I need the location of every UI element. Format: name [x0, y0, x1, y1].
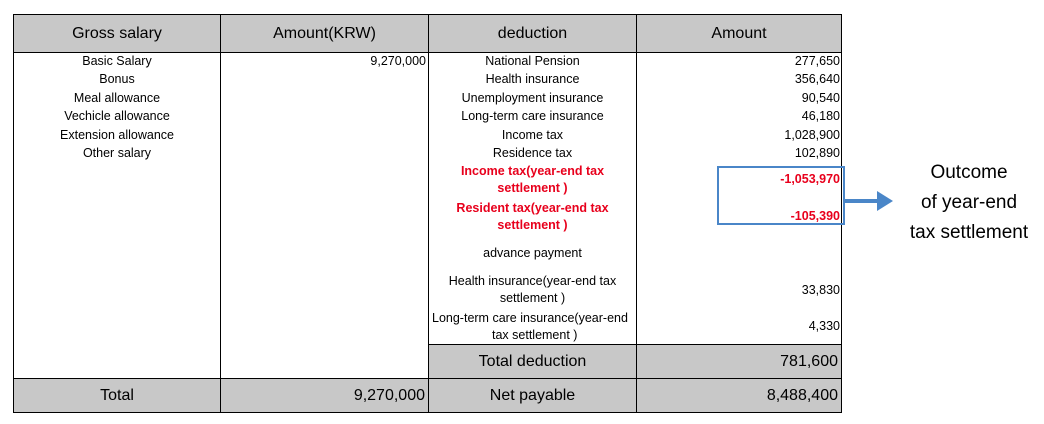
net-payable-amount-cell: [637, 379, 841, 412]
header-gross-salary: [14, 15, 220, 52]
annotation-line3: tax settlement: [909, 222, 1029, 243]
deduction-label: Health insurance: [485, 72, 580, 87]
deduction-amounts-column: [637, 52, 840, 162]
gross-item: Basic Salary: [82, 54, 152, 68]
health-insurance-settlement-line1: Health insurance(year-end tax: [448, 274, 617, 288]
deduction-amount: 46,180: [801, 109, 840, 124]
total-deduction-label-cell: [429, 345, 636, 378]
annotation-line1: Outcome: [930, 162, 1008, 183]
income-tax-year-end-line1: Income tax(year-end tax: [460, 164, 605, 178]
deduction-label: National Pension: [485, 54, 580, 68]
gross-item: Meal allowance: [73, 90, 161, 105]
income-tax-year-end-amount: -1,053,970: [780, 172, 840, 186]
deduction-labels-column: [429, 52, 636, 162]
resident-tax-year-end-label: [429, 200, 636, 234]
long-term-care-settlement-label: [429, 310, 654, 344]
long-term-care-settlement-amount: 4,330: [808, 319, 840, 333]
total-deduction-label: Total deduction: [478, 352, 587, 370]
income-tax-year-end-label: [429, 163, 636, 197]
header-amount: [637, 15, 841, 52]
net-payable-label: Net payable: [489, 386, 576, 404]
gross-items-column: [14, 52, 220, 162]
deduction-label: Income tax: [501, 127, 564, 142]
gross-amounts-column: [221, 52, 426, 70]
year-end-highlight-box: [717, 166, 845, 225]
advance-payment-label: advance payment: [483, 246, 582, 260]
deduction-amount: 1,028,900: [784, 127, 840, 142]
deduction-label: Residence tax: [492, 145, 573, 160]
gross-item: Bonus: [99, 72, 135, 87]
header-amount-krw-text: Amount(KRW): [273, 24, 376, 42]
total-label: Total: [100, 386, 134, 404]
header-gross-salary-text: Gross salary: [72, 24, 162, 42]
net-payable-amount: 8,488,400: [766, 386, 838, 404]
total-amount-cell: [221, 379, 428, 412]
resident-tax-year-end-amount: -105,390: [790, 209, 840, 223]
total-amount: 9,270,000: [353, 386, 425, 404]
total-deduction-amount: 781,600: [780, 352, 838, 370]
header-amount-text: Amount: [711, 24, 767, 42]
gross-item: Other salary: [82, 145, 152, 160]
long-term-care-settlement-line1: Long-term care insurance(year-end: [432, 311, 628, 325]
header-amount-krw: [221, 15, 428, 52]
header-deduction-text: deduction: [497, 24, 568, 42]
net-payable-label-cell: [429, 379, 636, 412]
health-insurance-settlement-amount: 33,830: [801, 283, 840, 297]
deduction-amount: 277,650: [794, 54, 840, 68]
long-term-care-settlement-line2: tax settlement ): [492, 328, 578, 342]
resident-tax-year-end-line1: Resident tax(year-end tax: [456, 201, 609, 215]
deduction-amount: 102,890: [794, 145, 840, 160]
annotation-line2: of year-end: [920, 192, 1018, 213]
total-label-cell: [14, 379, 220, 412]
gross-amount: 9,270,000: [370, 54, 426, 68]
year-end-annotation: [886, 158, 1044, 248]
health-insurance-settlement-label: [429, 273, 636, 307]
deduction-amount: 90,540: [801, 90, 840, 105]
income-tax-year-end-line2: settlement ): [497, 181, 568, 195]
deduction-label: Long-term care insurance: [461, 109, 604, 124]
resident-tax-year-end-line2: settlement ): [497, 218, 568, 232]
gross-item: Extension allowance: [60, 127, 174, 142]
deduction-amount: 356,640: [794, 72, 840, 87]
total-deduction-amount-cell: [637, 345, 841, 378]
deduction-label: Unemployment insurance: [461, 90, 604, 105]
header-deduction: [429, 15, 636, 52]
grid-line: [220, 15, 221, 412]
health-insurance-settlement-line2: settlement ): [499, 291, 566, 305]
gross-item: Vechicle allowance: [64, 109, 170, 124]
